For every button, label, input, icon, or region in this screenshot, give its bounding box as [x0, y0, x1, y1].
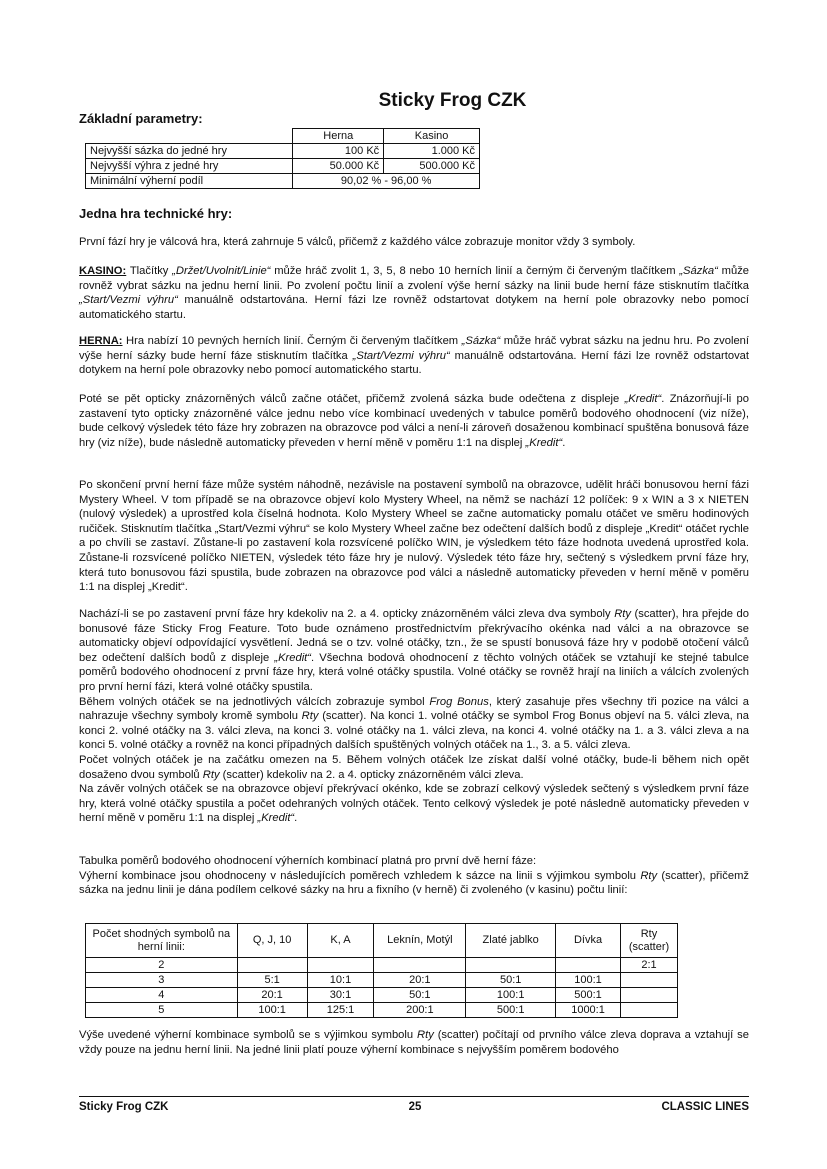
paragraph-paytable-notes: Výše uvedené výherní kombinace symbolů se s výjimkou symbolu Rty (scatter) počítají od prvního válce zleva doprava a vztahují se vždy pouze na jednu herní linii. Na jedné linii platí pouze výherní kombinace s nejvyšším poměrem bodového [79, 1029, 749, 1056]
basic-params-heading: Základní parametry: [79, 111, 203, 126]
cell-kasino: 1.000 Kč [384, 144, 480, 159]
table-row [86, 174, 480, 189]
paytable-header-row [86, 924, 678, 958]
basic-params-table [85, 128, 480, 189]
table-row: 5 100:1 125:1 200:1 500:1 1000:1 [86, 1003, 678, 1018]
header-qj10: Q, J, 10 [237, 924, 307, 958]
table-row: 2 2:1 [86, 958, 678, 973]
header-leknin-motyl: Leknín, Motýl [374, 924, 466, 958]
table-row [86, 144, 480, 159]
paragraph-herna: HERNA: Hra nabízí 10 pevných herních linií. Černým či červeným tlačítkem „Sázka“ může hráč vybrat sázku na jednu hru. Po zvolení výše herní sázky bude herní fáze stisknutím tlačítka „Start/Vezmi výhru“ manuálně odstartována. Herní fázi lze rovněž odstartovat dotykem na herní pole obrazovky nebo pomocí automatického startu. [79, 335, 749, 377]
header-ka: K, A [307, 924, 374, 958]
kasino-label: KASINO: [79, 265, 127, 277]
page-title: Sticky Frog CZK [378, 90, 527, 111]
paragraph-mystery-wheel: Po skončení první herní fáze může systém náhodně, nezávisle na postavení symbolů na obrazovce, udělit hráči bonusovou herní fázi Mystery Wheel. V tom případě se na obrazovce objeví kolo Mystery Wheel, na němž se nachází 12 políček: 9 x WIN a 3 x NIETEN (nulový výsledek) a uprostřed kola číselná hodnota. Kolo Mystery Wheel se začne automaticky pomalu otáčet ve směru hodinových ručiček. Stisknutím tlačítka „Start/Vezmi výhru“ se kolo Mystery Wheel začne bez odečtení dalších bodů z displeje „Kredit“ otáčet rychle a po chvíli se zastaví. Zůstane-li po zastavení kola rozsvícené políčko WIN, je výsledkem této fáze hodnota uvedená uprostřed kola. Zůstane-li rozsvícené políčko NIETEN, výsledek této fáze hry je nulový. Výsledek této fáze hry, sečtený s výsledkem první fáze hry, která tuto bonusovou fázi spustila, bude zobrazen na obrazovce pod válci a následně automaticky převeden v herní měně v poměru 1:1 na displej „Kredit“. [79, 479, 749, 594]
table-row [86, 159, 480, 174]
table-row: 3 5:1 10:1 20:1 50:1 100:1 [86, 973, 678, 988]
row-label: Minimální výherní podíl [86, 174, 293, 189]
footer-title: Sticky Frog CZK [79, 1101, 169, 1113]
footer-brand: CLASSIC LINES [661, 1101, 749, 1113]
cell-kasino: 500.000 Kč [384, 159, 480, 174]
cell-herna: 50.000 Kč [293, 159, 384, 174]
paragraph-kasino: KASINO: Tlačítky „Držet/Uvolnit/Linie“ může hráč zvolit 1, 3, 5, 8 nebo 10 herních linií a černým či červeným tlačítkem „Sázka“ může rovněž vybrat sázku na jednu herní linii. Po zvolení počtu linií a zvolení výše herní sázky na linii bude herní fáze stisknutím tlačítka „Start/Vezmi výhru“ manuálně odstartována. Herní fázi lze rovněž odstartovat dotykem na herní pole obrazovky nebo pomocí automatického startu. [79, 265, 750, 321]
header-rty-scatter: Rty (scatter) [620, 924, 677, 958]
paragraph-paytable-intro: Tabulka poměrů bodového ohodnocení výherních kombinací platná pro první dvě herní fáze: Výherní kombinace jsou ohodnoceny v následujících poměrech vzhledem k sázce na linii s výjimkou symbolu Rty (scatter), přičemž sázka na jednu linii je dána podílem celkové sázky na hru a fixního (v herně) či zvoleného (v kasinu) počtu linií: [79, 855, 749, 897]
row-label: Nejvyšší výhra z jedné hry [86, 159, 293, 174]
cell-herna: 100 Kč [293, 144, 384, 159]
herna-label: HERNA: [79, 335, 123, 347]
table-header-row [86, 129, 480, 144]
header-zlate-jablko: Zlaté jablko [466, 924, 556, 958]
row-label: Nejvyšší sázka do jedné hry [86, 144, 293, 159]
paragraph-intro: První fází hry je válcová hra, která zahrnuje 5 válců, přičemž z každého válce zobrazuje monitor vždy 3 symboly. [79, 236, 636, 248]
header-count: Počet shodných symbolů na herní linii: [86, 924, 238, 958]
section-heading: Jedna hra technické hry: [79, 206, 233, 221]
header-divka: Dívka [556, 924, 621, 958]
table-row: 4 20:1 30:1 50:1 100:1 500:1 [86, 988, 678, 1003]
page-number: 25 [408, 1101, 422, 1113]
column-header-herna: Herna [293, 129, 384, 144]
paragraph-reels: Poté se pět opticky znázorněných válců začne otáčet, přičemž zvolená sázka bude odečtena z displeje „Kredit“. Znázorňují-li po zastavení tyto opticky znázorněné válce jednu nebo více kombinací uvedených v tabulce poměrů bodového ohodnocení (viz níže), bude celkový výsledek této fáze hry zobrazen na obrazovce pod válci a není-li zároveň dosaženou kombinací spuštěna bonusová fáze hry (viz níže), bude následně automaticky převeden v herní měně v poměru 1:1 na displej „Kredit“. [79, 393, 750, 449]
paytable [85, 923, 678, 1018]
cell-combined: 90,02 % - 96,00 % [293, 174, 480, 189]
paragraph-sticky-frog: Nachází-li se po zastavení první fáze hry kdekoliv na 2. a 4. opticky znázorněném válci zleva dva symboly Rty (scatter), hra přejde do bonusové fáze Sticky Frog Feature. Toto bude oznámeno prostřednictvím překrývacího okénka nad válci a na obrazovce se automaticky objeví odpovídající vysvětlení. Jedná se o tzv. volné otáčky, tzn., že se spustí bonusová fáze hry v podobě otočení válců bez odečtení dalších bodů z displeje „Kredit“. Všechna bodová ohodnocení z těchto volných otáček se vztahují ke stejné tabulce poměrů bodového ohodnocení z první fáze hry, která volné otáčky spustila. Volné otáčky se rovněž hrají na liniích a válcích zvolených pro první herní fázi, která volné otáčky spustila. Během volných otáček se na jednotlivých válcích zobrazuje symbol Frog Bonus, který zasahuje přes všechny tři pozice na válci a nahrazuje všechny symboly kromě symbolu Rty (scatter). Na konci 1. volné otáčky se symbol Frog Bonus objeví na 5. válci zleva, na konci 2. volné otáčky na 3. válci zleva, na konci 3. volné otáčky na 1. válci zleva, na konci 4. volné otáčky na 1. a 3. válci zleva a na konci 5. volné otáčky a rovněž na konci případných dalších spuštěných volných otáček na 1., 3. a 5. válci zleva. Počet volných otáček je na začátku omezen na 5. Během volných otáček lze získat další volné otáčky, bude-li během nich opět dosaženo dvou symbolů Rty (scatter) kdekoliv na 2. a 4. opticky znázorněném válci zleva. Na závěr volných otáček se na obrazovce objeví překrývací okénko, kde se zobrazí celkový výsledek sečtený s výsledkem první fáze hry, která volné otáčky spustila a počet odehraných volných otáček. Tento celkový výsledek je poté následně automaticky převeden v herní měně v poměru 1:1 na displej „Kredit“. [79, 608, 749, 825]
column-header-kasino: Kasino [384, 129, 480, 144]
page-footer [79, 1096, 749, 1113]
